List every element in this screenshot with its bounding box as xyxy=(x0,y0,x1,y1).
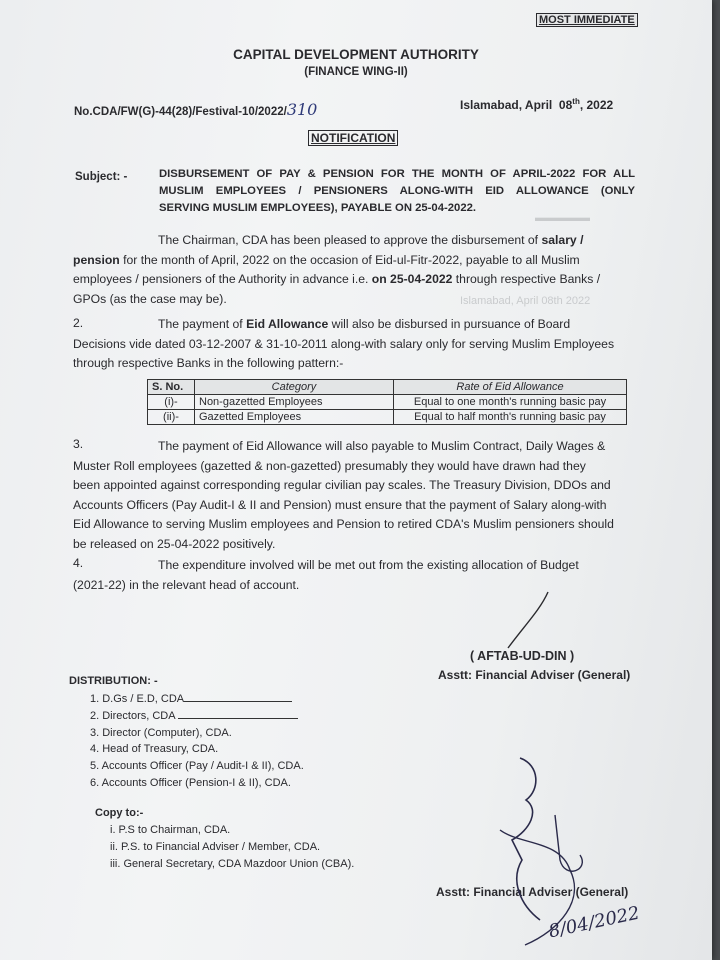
table-cell: Gazetted Employees xyxy=(195,410,394,425)
para1-text: employees / pensioners of the Authority in advance i.e. xyxy=(73,272,372,286)
subject-text xyxy=(159,166,635,217)
list-item: 6. Accounts Officer (Pension-I & II), CDA. xyxy=(90,776,291,789)
para2-line xyxy=(73,315,633,335)
para3-line: been appointed against corresponding regular civilian pay scales. The Treasury Division, DDOs and xyxy=(73,478,611,492)
para3-line: Muster Roll employees (gazetted & non-gazetted) presumably they would have drawn had they xyxy=(73,458,586,473)
para1-bold: salary / xyxy=(541,233,584,247)
para3-number: 3. xyxy=(73,437,84,451)
table-row xyxy=(148,410,627,425)
list-item: iii. General Secretary, CDA Mazdoor Union (CBA). xyxy=(110,857,355,870)
distribution-entry: 1. D.Gs / E.D, CDA xyxy=(90,693,185,705)
bleed-through-mark: ▬▬▬▬▬ xyxy=(535,212,590,224)
distribution-list xyxy=(90,691,304,792)
para1-bold: pension xyxy=(73,252,120,267)
table-cell: Non-gazetted Employees xyxy=(195,395,394,410)
distribution-entry: 2. Directors, CDA xyxy=(90,709,175,722)
table-cell: Equal to one month's running basic pay xyxy=(394,395,627,410)
para2-text: The payment of xyxy=(158,317,247,331)
date-suffix: th xyxy=(572,97,580,106)
column-header: S. No. xyxy=(148,380,195,395)
para1-line xyxy=(73,251,633,271)
table-cell: (ii)- xyxy=(148,410,195,425)
para2-bold: Eid Allowance xyxy=(246,317,329,331)
list-item xyxy=(90,691,304,708)
reference-handwritten: 310 xyxy=(286,100,318,119)
copy-to-label: Copy to:- xyxy=(95,807,144,819)
para1-line xyxy=(73,231,633,251)
eid-allowance-table xyxy=(147,379,627,425)
subject-line: SERVING MUSLIM EMPLOYEES), PAYABLE ON 25-04-2022. xyxy=(159,202,477,214)
list-item: ii. P.S. to Financial Adviser / Member, CDA. xyxy=(110,840,321,853)
subject-line: DISBURSEMENT OF PAY & PENSION FOR THE MONTH OF APRIL-2022 FOR ALL xyxy=(159,168,635,180)
para2-number: 2. xyxy=(73,316,84,330)
organization-title: CAPITAL DEVELOPMENT AUTHORITY xyxy=(233,47,479,62)
bottom-signatory-title: Asstt: Financial Adviser (General) xyxy=(436,885,629,899)
signatory-title: Asstt: Financial Adviser (General) xyxy=(438,668,631,682)
para4-line: (2021-22) in the relevant head of account. xyxy=(73,577,300,592)
signatory-name: ( AFTAB-UD-DIN ) xyxy=(470,649,575,663)
para1-text: through respective Banks / xyxy=(452,272,601,286)
copy-to-list xyxy=(110,822,354,872)
reference-text: No.CDA/FW(G)-44(28)/Festival-10/2022/ xyxy=(74,106,287,118)
column-header: Category xyxy=(195,380,394,395)
para3-line: be released on 25-04-2022 positively. xyxy=(73,536,276,551)
subject-label: Subject: - xyxy=(75,171,128,183)
para2-line: through respective Banks in the following pattern:- xyxy=(73,356,344,370)
para3-line: Eid Allowance to serving Muslim employees and Pension to retired CDA's Muslim pensioners should xyxy=(73,517,614,531)
issue-date xyxy=(460,97,613,112)
para4-number: 4. xyxy=(73,556,84,570)
para1-bold: on 25-04-2022 xyxy=(371,272,453,286)
list-item: 5. Accounts Officer (Pay / Audit-I & II), CDA. xyxy=(90,760,304,773)
subject-line: MUSLIM EMPLOYEES / PENSIONERS ALONG-WITH EID ALLOWANCE (ONLY xyxy=(159,185,635,197)
table-row xyxy=(148,395,627,410)
list-item: 3. Director (Computer), CDA. xyxy=(90,726,232,739)
para3-line: The payment of Eid Allowance will also payable to Muslim Contract, Daily Wages & xyxy=(158,439,606,453)
para3-line: Accounts Officers (Pay Audit-I & II and Pension) must ensure that the payment of Salary along-with xyxy=(73,497,607,512)
para2-text: will also be disbursed in pursuance of Board xyxy=(328,317,571,331)
date-prefix: Islamabad, April xyxy=(460,98,553,112)
para4-line: The expenditure involved will be met out from the existing allocation of Budget xyxy=(158,558,579,572)
handwritten-date: 8/04/2022 xyxy=(546,902,642,943)
para1-line: GPOs (as the case may be). xyxy=(73,291,227,306)
bleed-through-date: Islamabad, April 08th 2022 xyxy=(460,295,591,307)
para1-text: The Chairman, CDA has been pleased to approve the disbursement of xyxy=(158,233,542,247)
paragraph-3 xyxy=(73,437,633,554)
table-cell: Equal to half month's running basic pay xyxy=(394,410,627,425)
table-cell: (i)- xyxy=(148,395,195,410)
column-header: Rate of Eid Allowance xyxy=(394,380,627,395)
list-item: i. P.S to Chairman, CDA. xyxy=(110,824,231,836)
reference-number xyxy=(74,100,317,119)
blank-line xyxy=(184,691,292,702)
para1-text: for the month of April, 2022 on the occasion of Eid-ul-Fitr-2022, payable to all Muslim xyxy=(119,252,580,267)
date-day: 08 xyxy=(558,98,573,112)
paragraph-2 xyxy=(73,315,633,374)
wing-title: (FINANCE WING-II) xyxy=(304,66,408,78)
list-item: 4. Head of Treasury, CDA. xyxy=(90,743,219,756)
list-item xyxy=(90,708,304,725)
notification-heading: NOTIFICATION xyxy=(308,130,398,146)
blank-line xyxy=(178,708,298,719)
date-year: , 2022 xyxy=(579,98,614,112)
para2-line: Decisions vide dated 03-12-2007 & 31-10-2011 along-with salary only for serving Muslim Employees xyxy=(73,336,615,351)
table-header-row xyxy=(148,380,627,395)
para1-line xyxy=(73,270,633,290)
paragraph-4 xyxy=(73,556,633,595)
priority-stamp: MOST IMMEDIATE xyxy=(536,13,638,27)
distribution-label: DISTRIBUTION: - xyxy=(69,675,158,687)
